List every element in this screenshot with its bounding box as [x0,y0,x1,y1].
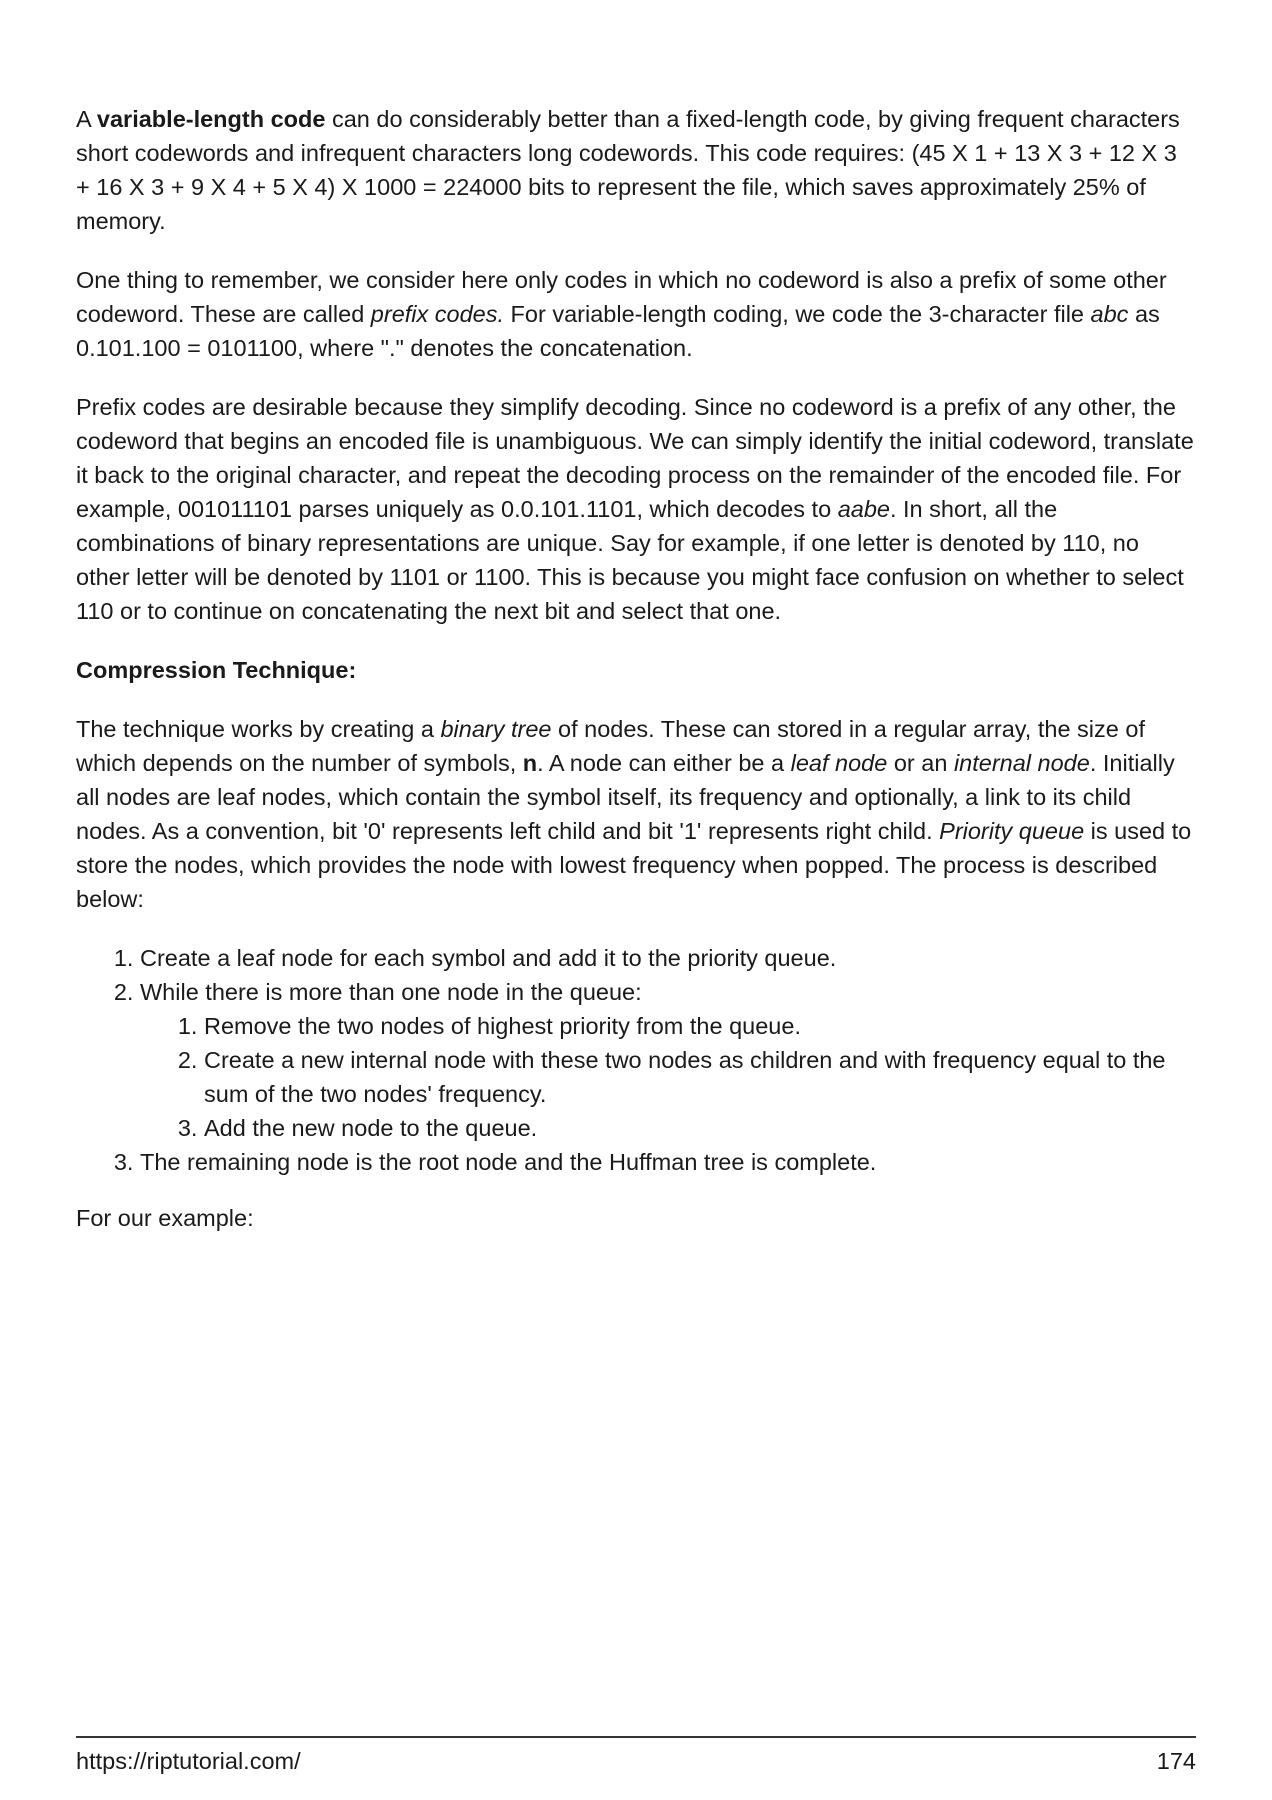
term-abc: abc [1090,301,1129,327]
page-number: 174 [1156,1748,1196,1774]
footer-url: https://riptutorial.com/ [76,1748,301,1774]
term-n: n [522,750,538,776]
term-binary-tree: binary tree [440,716,552,742]
list-item: 3. Add the new node to the queue. [204,1111,1196,1145]
paragraph-variable-length-code: A variable-length code can do considerably better than a fixed-length code, by giving frequent characters short codewords and infrequent characters long codewords. This code requires: (45 X 1 + 13 X 3 + 12 X 3 + 16 X 3 + 9 X 4 + 5 X 4) X 1000 = 224000 bits to represent the file, which saves approximately 25% of memory. [76,106,1180,234]
term-variable-length-code: variable-length code [96,106,326,132]
term-prefix-codes: prefix codes. [370,301,505,327]
term-internal-node: internal node [953,750,1090,776]
footer-divider [76,1736,1196,1738]
page-content [76,102,1196,1260]
list-item: 2. While there is more than one node in the queue: 1. Remove the two nodes of highest priority from the queue. 2. Create a new internal node with these two nodes as children and with frequency equal to the sum of the two nodes' frequency. 3. Add the new node to the queue. [140,975,1196,1145]
list-item: 2. Create a new internal node with these two nodes as children and with frequency equal to the sum of the two nodes' frequency. [204,1043,1196,1111]
paragraph-technique: The technique works by creating a binary tree of nodes. These can stored in a regular array, the size of which depends on the number of symbols, n. A node can either be a leaf node or an internal node. Initially all nodes are leaf nodes, which contain the symbol itself, its frequency and optionally, a link to its child nodes. As a convention, bit '0' represents left child and bit '1' represents right child. Priority queue is used to store the nodes, which provides the node with lowest frequency when popped. The process is described below: [76,716,1192,912]
term-leaf-node: leaf node [790,750,888,776]
term-aabe: aabe [837,496,890,522]
process-steps-list [76,941,1196,1179]
list-item: 1. Remove the two nodes of highest priority from the queue. [204,1009,1196,1043]
list-item: 1. Create a leaf node for each symbol and add it to the priority queue. [140,941,1196,975]
paragraph-decoding: Prefix codes are desirable because they simplify decoding. Since no codeword is a prefix of any other, the codeword that begins an encoded file is unambiguous. We can simply identify the initial codeword, translate it back to the original character, and repeat the decoding process on the remainder of the encoded file. For example, 001011101 parses uniquely as 0.0.101.1101, which decodes to aabe. In short, all the combinations of binary representations are unique. Say for example, if one letter is denoted by 110, no other letter will be denoted by 1101 or 1100. This is because you might face confusion on whether to select 110 or to continue on concatenating the next bit and select that one. [76,394,1194,624]
term-priority-queue: Priority queue [939,818,1085,844]
sub-steps-list [140,1009,1196,1145]
paragraph-example: For our example: [76,1205,254,1231]
list-item: 3. The remaining node is the root node and the Huffman tree is complete. [140,1145,1196,1179]
section-heading: Compression Technique: [76,657,357,683]
paragraph-prefix-codes: One thing to remember, we consider here only codes in which no codeword is also a prefix of some other codeword. These are called prefix codes. For variable-length coding, we code the 3-character file abc as 0.101.100 = 0101100, where "." denotes the concatenation. [76,267,1167,361]
